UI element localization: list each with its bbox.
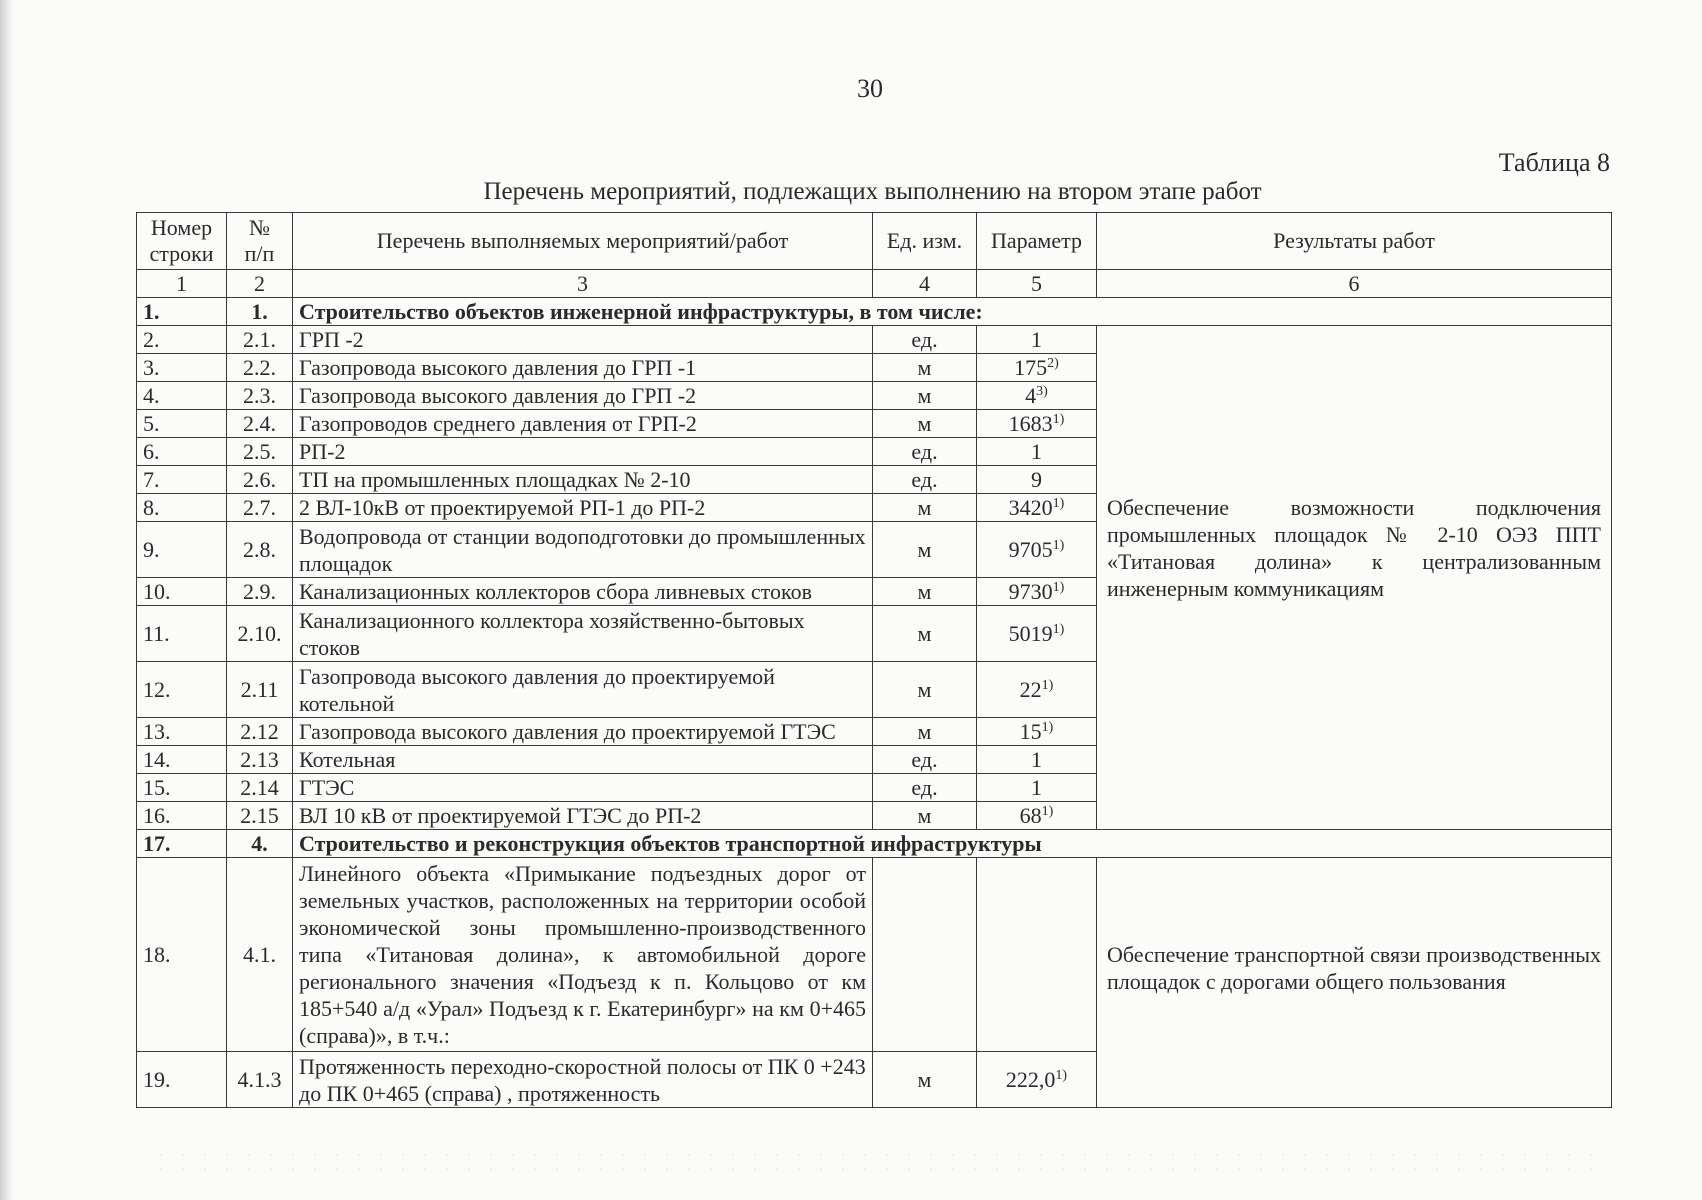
row-number: 18. bbox=[137, 858, 227, 1052]
unit-cell: м bbox=[873, 382, 977, 410]
param-cell bbox=[977, 466, 1097, 494]
unit-cell: м bbox=[873, 1052, 977, 1108]
activity-text: ГТЭС bbox=[293, 774, 873, 802]
activity-text: Водопровода от станции водоподготовки до промышленных площадок bbox=[293, 522, 873, 578]
param-value: 1 bbox=[1031, 747, 1042, 772]
unit-cell: м bbox=[873, 578, 977, 606]
result-text: Обеспечение транспортной связи производственных площадок с дорогами общего пользования bbox=[1107, 941, 1601, 994]
pp-number: 2.5. bbox=[227, 438, 293, 466]
header-activities: Перечень выполняемых мероприятий/работ bbox=[293, 213, 873, 270]
pp-number: 4. bbox=[227, 830, 293, 858]
pp-number: 2.13 bbox=[227, 746, 293, 774]
row-number: 16. bbox=[137, 802, 227, 830]
param-value: 3420 bbox=[1008, 495, 1053, 520]
unit-cell: м bbox=[873, 494, 977, 522]
activity-text: Газопровода высокого давления до проектируемой ГТЭС bbox=[293, 718, 873, 746]
row-number: 1. bbox=[137, 298, 227, 326]
param-cell bbox=[977, 578, 1097, 606]
unit-cell: ед. bbox=[873, 774, 977, 802]
row-number: 5. bbox=[137, 410, 227, 438]
footnote-mark: 2) bbox=[1047, 356, 1059, 371]
param-cell bbox=[977, 522, 1097, 578]
column-number-row bbox=[137, 270, 1612, 298]
row-number: 17. bbox=[137, 830, 227, 858]
unit-cell: м bbox=[873, 354, 977, 382]
param-cell bbox=[977, 746, 1097, 774]
row-number: 13. bbox=[137, 718, 227, 746]
unit-cell: м bbox=[873, 662, 977, 718]
param-cell bbox=[977, 774, 1097, 802]
table-row bbox=[137, 326, 1612, 354]
pp-number: 2.2. bbox=[227, 354, 293, 382]
param-value: 9705 bbox=[1008, 537, 1053, 562]
pp-number: 2.10. bbox=[227, 606, 293, 662]
activity-text: Газопроводов среднего давления от ГРП-2 bbox=[293, 410, 873, 438]
footnote-mark: 1) bbox=[1055, 1068, 1068, 1083]
param-value: 5019 bbox=[1008, 621, 1053, 646]
column-number: 5 bbox=[977, 270, 1097, 298]
column-number: 2 bbox=[227, 270, 293, 298]
footnote-mark: 3) bbox=[1036, 384, 1048, 399]
param-value: 1683 bbox=[1008, 411, 1053, 436]
unit-cell: м bbox=[873, 802, 977, 830]
param-cell bbox=[977, 410, 1097, 438]
param-value: 1 bbox=[1031, 327, 1042, 352]
pp-number: 2.14 bbox=[227, 774, 293, 802]
row-number: 19. bbox=[137, 1052, 227, 1108]
pp-number: 1. bbox=[227, 298, 293, 326]
param-value: 222,0 bbox=[1005, 1067, 1056, 1092]
row-number: 15. bbox=[137, 774, 227, 802]
section-row bbox=[137, 298, 1612, 326]
row-number: 7. bbox=[137, 466, 227, 494]
activity-text: Канализационных коллекторов сбора ливневых стоков bbox=[293, 578, 873, 606]
pp-number: 4.1.3 bbox=[227, 1052, 293, 1108]
header-row bbox=[137, 213, 1612, 270]
column-number: 4 bbox=[873, 270, 977, 298]
pp-number: 2.3. bbox=[227, 382, 293, 410]
table-label: Таблица 8 bbox=[1498, 148, 1610, 177]
param-value: 1 bbox=[1031, 775, 1042, 800]
section-row bbox=[137, 830, 1612, 858]
footnote-mark: 1) bbox=[1052, 496, 1065, 511]
table-row bbox=[137, 858, 1612, 1052]
param-cell bbox=[977, 494, 1097, 522]
param-value: 1 bbox=[1031, 439, 1042, 464]
column-number: 6 bbox=[1097, 270, 1612, 298]
unit-cell: м bbox=[873, 606, 977, 662]
param-cell bbox=[977, 606, 1097, 662]
row-number: 3. bbox=[137, 354, 227, 382]
section-title: Строительство объектов инженерной инфраструктуры, в том числе: bbox=[293, 298, 1612, 326]
activity-text: ГРП -2 bbox=[293, 326, 873, 354]
activity-text: Газопровода высокого давления до ГРП -2 bbox=[293, 382, 873, 410]
param-cell bbox=[977, 802, 1097, 830]
result-text: Обеспечение возможности подключения промышленных площадок № 2-10 ОЭЗ ППТ «Титановая долина» к централизованным инженерным коммуникациям bbox=[1107, 494, 1601, 601]
unit-cell: ед. bbox=[873, 326, 977, 354]
header-row-number: Номер строки bbox=[137, 213, 227, 270]
activity-text: Протяженность переходно-скоростной полосы от ПК 0 +243 до ПК 0+465 (справа) , протяженность bbox=[293, 1052, 873, 1108]
param-value: 9730 bbox=[1008, 579, 1053, 604]
unit-cell: м bbox=[873, 410, 977, 438]
activities-table bbox=[136, 212, 1612, 1108]
pp-number: 2.15 bbox=[227, 802, 293, 830]
param-cell bbox=[977, 662, 1097, 718]
pp-number: 2.8. bbox=[227, 522, 293, 578]
activity-text: Линейного объекта «Примыкание подъездных дорог от земельных участков, расположенных на территории особой экономической зоны промышленно-производственного типа «Титановая долина», к автомобильной дороге регионального значения «Подъезд к п. Кольцово от км 185+540 а/д «Урал» Подъезд к г. Екатеринбург» на км 0+465 (справа)», в т.ч.: bbox=[293, 858, 873, 1052]
footnote-mark: 1) bbox=[1052, 580, 1065, 595]
row-number: 14. bbox=[137, 746, 227, 774]
param-cell bbox=[977, 438, 1097, 466]
pp-number: 2.11 bbox=[227, 662, 293, 718]
footnote-mark: 1) bbox=[1041, 804, 1054, 819]
row-number: 6. bbox=[137, 438, 227, 466]
unit-cell: м bbox=[873, 522, 977, 578]
activity-text: 2 ВЛ-10кВ от проектируемой РП-1 до РП-2 bbox=[293, 494, 873, 522]
param-cell bbox=[977, 354, 1097, 382]
unit-cell: м bbox=[873, 718, 977, 746]
activity-text: РП-2 bbox=[293, 438, 873, 466]
param-value: 4 bbox=[1025, 383, 1037, 408]
table-caption: Перечень мероприятий, подлежащих выполнению на втором этапе работ bbox=[483, 178, 1262, 205]
param-value: 175 bbox=[1014, 355, 1048, 380]
unit-cell: ед. bbox=[873, 466, 977, 494]
param-value: 15 bbox=[1019, 719, 1042, 744]
param-cell bbox=[977, 718, 1097, 746]
header-pp-number: № п/п bbox=[227, 213, 293, 270]
activity-text: Котельная bbox=[293, 746, 873, 774]
column-number: 3 bbox=[293, 270, 873, 298]
row-number: 9. bbox=[137, 522, 227, 578]
unit-cell bbox=[873, 858, 977, 1052]
row-number: 8. bbox=[137, 494, 227, 522]
activity-text: Газопровода высокого давления до ГРП -1 bbox=[293, 354, 873, 382]
activity-text: Газопровода высокого давления до проектируемой котельной bbox=[293, 662, 873, 718]
param-value: 22 bbox=[1019, 677, 1042, 702]
activity-text: ВЛ 10 кВ от проектируемой ГТЭС до РП-2 bbox=[293, 802, 873, 830]
row-number: 11. bbox=[137, 606, 227, 662]
row-number: 12. bbox=[137, 662, 227, 718]
unit-cell: ед. bbox=[873, 438, 977, 466]
footnote-mark: 1) bbox=[1052, 412, 1065, 427]
footnote-mark: 1) bbox=[1041, 678, 1054, 693]
pp-number: 2.12 bbox=[227, 718, 293, 746]
param-value: 68 bbox=[1019, 803, 1042, 828]
param-value: 9 bbox=[1031, 467, 1042, 492]
param-cell bbox=[977, 382, 1097, 410]
param-cell bbox=[977, 326, 1097, 354]
row-number: 4. bbox=[137, 382, 227, 410]
activity-text: Канализационного коллектора хозяйственно-бытовых стоков bbox=[293, 606, 873, 662]
pp-number: 2.6. bbox=[227, 466, 293, 494]
scan-noise bbox=[150, 1148, 1610, 1178]
row-number: 2. bbox=[137, 326, 227, 354]
pp-number: 2.9. bbox=[227, 578, 293, 606]
scan-edge bbox=[0, 0, 14, 1200]
pp-number: 4.1. bbox=[227, 858, 293, 1052]
row-number: 10. bbox=[137, 578, 227, 606]
pp-number: 2.7. bbox=[227, 494, 293, 522]
activity-text: ТП на промышленных площадках № 2-10 bbox=[293, 466, 873, 494]
column-number: 1 bbox=[137, 270, 227, 298]
header-unit: Ед. изм. bbox=[873, 213, 977, 270]
result-cell bbox=[1097, 858, 1612, 1108]
page-number: 30 bbox=[857, 74, 883, 103]
header-param: Параметр bbox=[977, 213, 1097, 270]
section-title: Строительство и реконструкция объектов транспортной инфраструктуры bbox=[293, 830, 1612, 858]
header-results: Результаты работ bbox=[1097, 213, 1612, 270]
param-cell bbox=[977, 858, 1097, 1052]
footnote-mark: 1) bbox=[1041, 720, 1054, 735]
param-cell bbox=[977, 1052, 1097, 1108]
pp-number: 2.4. bbox=[227, 410, 293, 438]
unit-cell: ед. bbox=[873, 746, 977, 774]
footnote-mark: 1) bbox=[1052, 538, 1065, 553]
result-cell bbox=[1097, 326, 1612, 830]
pp-number: 2.1. bbox=[227, 326, 293, 354]
footnote-mark: 1) bbox=[1052, 622, 1065, 637]
